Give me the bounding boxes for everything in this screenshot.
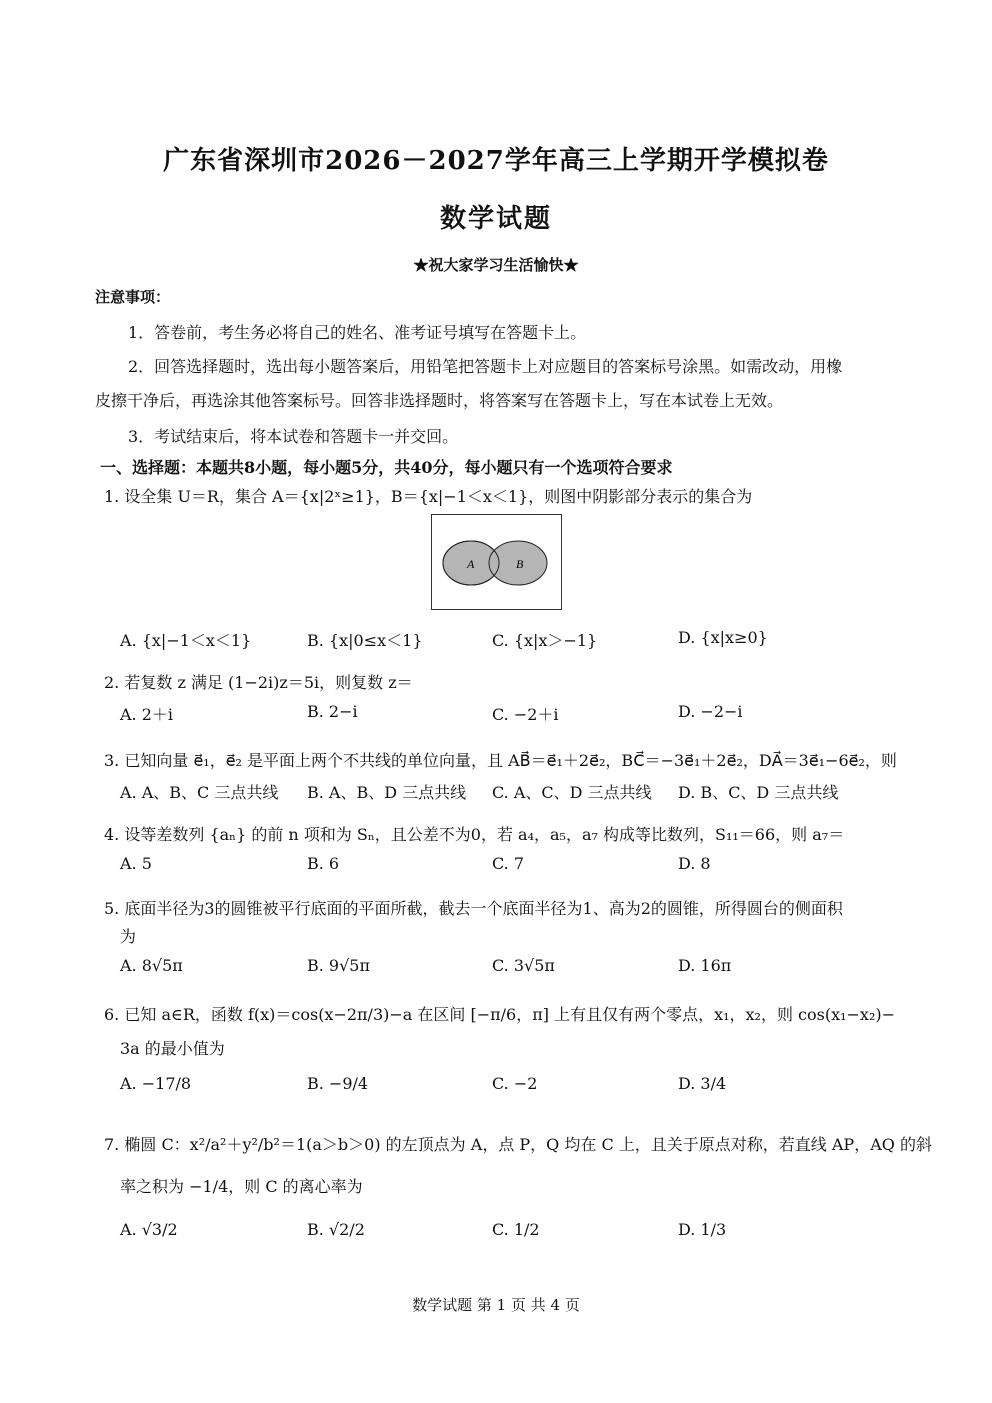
q5-option-b: B. 9√5π bbox=[307, 956, 370, 975]
question-6-stem: 6. 已知 a∈R，函数 f(x)＝cos(x−2π/3)−a 在区间 [−π/6，π] 上有且仅有两个零点，x₁，x₂，则 cos(x₁−x₂)− bbox=[104, 1005, 896, 1024]
q2-option-c: C. −2＋i bbox=[492, 705, 559, 724]
q1-option-c: C. {x|x＞−1} bbox=[492, 631, 598, 650]
page-footer: 数学试题 第 1 页 共 4 页 bbox=[412, 1296, 580, 1314]
exam-title: 广东省深圳市2026－2027学年高三上学期开学模拟卷 bbox=[163, 146, 829, 176]
q6-option-c: C. −2 bbox=[492, 1074, 538, 1093]
question-7-stem-cont: 率之积为 −1/4，则 C 的离心率为 bbox=[120, 1177, 363, 1196]
section-heading: 一、选择题：本题共8小题，每小题5分，共40分，每小题只有一个选项符合要求 bbox=[100, 458, 673, 477]
exam-subtitle: 数学试题 bbox=[439, 204, 552, 234]
notice-item-2-cont: 皮擦干净后，再选涂其他答案标号。回答非选择题时，将答案写在答题卡上，写在本试卷上无效。 bbox=[95, 391, 784, 410]
q3-option-d: D. B、C、D 三点共线 bbox=[678, 783, 839, 802]
notice-heading: 注意事项： bbox=[95, 288, 171, 306]
q2-option-a: A. 2＋i bbox=[120, 705, 174, 724]
q6-option-a: A. −17/8 bbox=[120, 1074, 192, 1093]
motto: ★祝大家学习生活愉快★ bbox=[413, 256, 579, 274]
q4-option-c: C. 7 bbox=[492, 854, 525, 873]
q7-option-d: D. 1/3 bbox=[678, 1220, 727, 1239]
venn-label-a: A bbox=[467, 557, 475, 571]
q4-option-d: D. 8 bbox=[678, 854, 711, 873]
q7-option-a: A. √3/2 bbox=[120, 1220, 178, 1239]
venn-label-b: B bbox=[516, 557, 524, 571]
q4-option-b: B. 6 bbox=[307, 854, 340, 873]
q7-option-b: B. √2/2 bbox=[307, 1220, 365, 1239]
question-2-stem: 2. 若复数 z 满足 (1−2i)z＝5i，则复数 z＝ bbox=[104, 673, 413, 692]
q3-option-b: B. A、B、D 三点共线 bbox=[307, 783, 467, 802]
venn-diagram bbox=[431, 514, 562, 610]
q1-option-b: B. {x|0≤x＜1} bbox=[307, 631, 423, 650]
q5-option-d: D. 16π bbox=[678, 956, 732, 975]
q2-option-b: B. 2−i bbox=[307, 702, 358, 721]
q5-option-a: A. 8√5π bbox=[120, 956, 183, 975]
question-5-stem: 5. 底面半径为3的圆锥被平行底面的平面所截，截去一个底面半径为1、高为2的圆锥，所得圆台的侧面积 bbox=[104, 899, 843, 918]
q2-option-d: D. −2−i bbox=[678, 702, 743, 721]
q1-option-d: D. {x|x≥0} bbox=[678, 628, 768, 647]
q3-option-a: A. A、B、C 三点共线 bbox=[120, 783, 279, 802]
question-6-stem-cont: 3a 的最小值为 bbox=[120, 1039, 225, 1058]
q4-option-a: A. 5 bbox=[120, 854, 152, 873]
question-1-stem: 1. 设全集 U＝R，集合 A＝{x|2ˣ≥1}，B＝{x|−1＜x＜1}，则图中阴影部分表示的集合为 bbox=[104, 487, 753, 506]
notice-item-1: 1．答卷前，考生务必将自己的姓名、准考证号填写在答题卡上。 bbox=[128, 323, 587, 342]
notice-item-3: 3．考试结束后，将本试卷和答题卡一并交回。 bbox=[128, 427, 459, 446]
question-5-stem-cont: 为 bbox=[120, 927, 137, 946]
q7-option-c: C. 1/2 bbox=[492, 1220, 540, 1239]
q6-option-d: D. 3/4 bbox=[678, 1074, 727, 1093]
question-7-stem: 7. 椭圆 C：x²/a²＋y²/b²＝1(a＞b＞0) 的左顶点为 A，点 P，Q 均在 C 上，且关于原点对称，若直线 AP，AQ 的斜 bbox=[104, 1135, 932, 1154]
question-3-stem: 3. 已知向量 e⃗₁，e⃗₂ 是平面上两个不共线的单位向量，且 AB⃗＝e⃗₁＋2e⃗₂，BC⃗＝−3e⃗₁＋2e⃗₂，DA⃗＝3e⃗₁−6e⃗₂，则 bbox=[104, 751, 897, 770]
q1-option-a: A. {x|−1＜x＜1} bbox=[120, 631, 252, 650]
notice-item-2: 2．回答选择题时，选出每小题答案后，用铅笔把答题卡上对应题目的答案标号涂黑。如需改动，用橡 bbox=[128, 357, 843, 376]
q6-option-b: B. −9/4 bbox=[307, 1074, 369, 1093]
q5-option-c: C. 3√5π bbox=[492, 956, 555, 975]
q3-option-c: C. A、C、D 三点共线 bbox=[492, 783, 652, 802]
question-4-stem: 4. 设等差数列 {aₙ} 的前 n 项和为 Sₙ，且公差不为0，若 a₄，a₅，a₇ 构成等比数列，S₁₁＝66，则 a₇＝ bbox=[104, 825, 845, 844]
